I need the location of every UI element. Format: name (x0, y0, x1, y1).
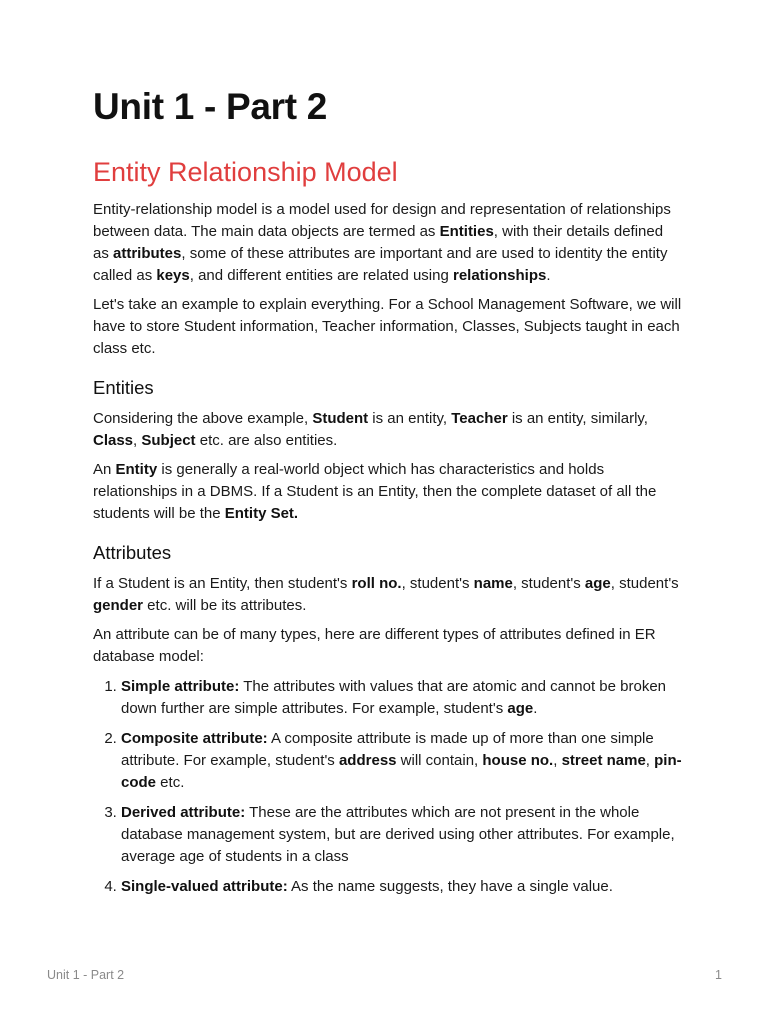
attributes-heading: Attributes (93, 542, 172, 563)
attributes-paragraph-2: An attribute can be of many types, here are different types of attributes defined in ER database model: (93, 626, 656, 665)
list-item-single-valued-attribute: 4. Single-valued attribute: As the name suggests, they have a single value. (121, 876, 683, 898)
entities-paragraph-2: An Entity is generally a real-world object which has characteristics and holds relationships in a DBMS. If a Student is an Entity, then the complete dataset of all the students will be the Entity Set. (93, 461, 657, 522)
example-paragraph: Let's take an example to explain everything. For a School Management Software, we will have to store Student information, Teacher information, Classes, Subjects taught in each class etc. (93, 296, 682, 357)
list-item-composite-attribute: 2. Composite attribute: A composite attribute is made up of more than one simple attribute. For example, student's address will contain, house no., street name, pin-code etc. (121, 728, 683, 794)
page-title: Unit 1 - Part 2 (93, 86, 327, 127)
entities-paragraph-1: Considering the above example, Student is an entity, Teacher is an entity, similarly, Class, Subject etc. are also entities. (93, 410, 648, 449)
intro-paragraph: Entity-relationship model is a model used for design and representation of relationships between data. The main data objects are termed as Entities, with their details defined as attributes, some of these attributes are important and are used to identity the entity called as keys, and different entities are related using relationships. (93, 201, 671, 284)
list-item-derived-attribute: 3. Derived attribute: These are the attributes which are not present in the whole database management system, but are derived using other attributes. For example, average age of students in a class (121, 802, 683, 868)
section-title: Entity Relationship Model (93, 157, 398, 187)
page-number: 1 (715, 968, 722, 982)
list-item-simple-attribute: 1. Simple attribute: The attributes with values that are atomic and cannot be broken down further are simple attributes. For example, student's age. (121, 676, 683, 720)
footer-title: Unit 1 - Part 2 (47, 968, 125, 982)
attribute-types-list (93, 676, 683, 898)
entities-heading: Entities (93, 377, 154, 398)
attributes-paragraph-1: If a Student is an Entity, then student's roll no., student's name, student's age, student's gender etc. will be its attributes. (93, 575, 679, 614)
document-body (93, 199, 683, 906)
